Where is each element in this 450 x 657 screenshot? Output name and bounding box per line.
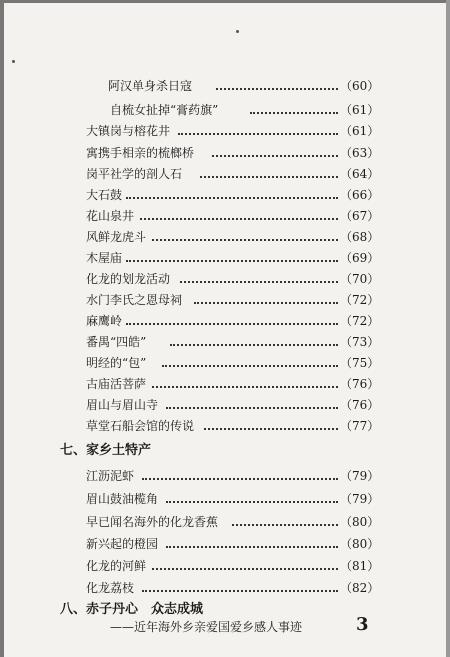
toc-entry-page: （76） [340, 398, 380, 412]
leader-dots [126, 322, 338, 325]
toc-entry [0, 577, 450, 599]
leader-dots [212, 154, 338, 157]
toc-entry [0, 394, 450, 416]
leader-dots [204, 427, 338, 430]
toc-entry [0, 373, 450, 395]
toc-entry-title: 眉山鼓油榄角 [86, 492, 159, 506]
toc-entry [0, 205, 450, 227]
toc-entry-page: （67） [340, 209, 380, 223]
toc-entry-title: 眉山与眉山寺 [86, 398, 159, 412]
toc-entry [0, 352, 450, 374]
toc-entry-page: （66） [340, 188, 380, 202]
leader-dots [200, 175, 338, 178]
toc-entry-title: 大石鼓 [86, 188, 123, 202]
leader-dots [126, 259, 338, 262]
toc-entry-title: 木屋庙 [86, 251, 123, 265]
toc-entry [0, 226, 450, 248]
toc-entry [0, 555, 450, 577]
toc-entry-page: （80） [340, 515, 380, 529]
leader-dots [170, 343, 338, 346]
leader-dots [152, 385, 338, 388]
toc-entry [0, 465, 450, 487]
toc-entry-title: 花山泉井 [86, 209, 135, 223]
page-number: 3 [356, 614, 369, 635]
leader-dots [166, 500, 338, 503]
toc-entry-title: 寓携手相亲的梳榔桥 [86, 146, 195, 160]
toc-entry-page: （68） [340, 230, 380, 244]
toc-entry [0, 488, 450, 510]
section-heading: 八、赤子丹心 众志成城 [60, 602, 204, 617]
toc-entry [0, 511, 450, 533]
leader-dots [140, 217, 338, 220]
toc-entry-page: （61） [340, 124, 380, 138]
toc-entry [0, 163, 450, 185]
toc-entry-title: 早已闻名海外的化龙香蕉 [86, 515, 219, 529]
toc-entry-page: （76） [340, 377, 380, 391]
toc-entry-page: （61） [340, 103, 380, 117]
toc-entry [0, 142, 450, 164]
toc-entry-title: 自梳女扯掉“膏药旗” [110, 103, 219, 117]
leader-dots [232, 523, 338, 526]
toc-entry-title: 江沥泥虾 [86, 469, 135, 483]
leader-dots [152, 238, 338, 241]
toc-entry [0, 120, 450, 142]
toc-entry-page: （81） [340, 559, 380, 573]
toc-entry-title: 草堂石船会馆的传说 [86, 419, 195, 433]
toc-entry [0, 75, 450, 97]
toc-entry-page: （69） [340, 251, 380, 265]
toc-entry-title: 明经的“包” [86, 356, 147, 370]
toc-entry-title: 新兴起的橙园 [86, 537, 159, 551]
toc-entry [0, 310, 450, 332]
toc-entry [0, 184, 450, 206]
toc-entry-page: （79） [340, 492, 380, 506]
toc-entry-page: （72） [340, 314, 380, 328]
toc-entry-page: （70） [340, 272, 380, 286]
toc-entry-page: （80） [340, 537, 380, 551]
toc-entry-title: 岗平社学的剖人石 [86, 167, 183, 181]
leader-dots [142, 589, 338, 592]
leader-dots [126, 196, 338, 199]
leader-dots [162, 364, 338, 367]
toc-entry-title: 水门李氏之恩母祠 [86, 293, 183, 307]
toc-entry-title: 化龙的划龙活动 [86, 272, 171, 286]
toc-entry [0, 415, 450, 437]
toc-entry-title: 化龙荔枝 [86, 581, 135, 595]
leader-dots [142, 477, 338, 480]
scan-speck [236, 30, 239, 33]
toc-entry-page: （73） [340, 335, 380, 349]
toc-entry-title: 番禺“四皓” [86, 335, 147, 349]
toc-entry-page: （82） [340, 581, 380, 595]
leader-dots [178, 132, 338, 135]
toc-entry [0, 533, 450, 555]
scan-speck [12, 60, 15, 63]
toc-entry-title: 古庙活菩萨 [86, 377, 147, 391]
toc-entry [0, 331, 450, 353]
toc-entry [0, 247, 450, 269]
leader-dots [166, 545, 338, 548]
toc-entry [0, 268, 450, 290]
leader-dots [180, 280, 338, 283]
toc-entry-page: （75） [340, 356, 380, 370]
toc-entry [0, 289, 450, 311]
leader-dots [166, 406, 338, 409]
scan-edge-top [0, 0, 450, 3]
leader-dots [250, 111, 338, 114]
section-subtitle: ——近年海外乡亲爱国爱乡感人事迹 [110, 620, 303, 634]
toc-entry-title: 阿汉单身杀日寇 [108, 79, 193, 93]
toc-entry-title: 风鲜龙虎斗 [86, 230, 147, 244]
leader-dots [152, 567, 338, 570]
toc-entry [0, 99, 450, 121]
section-heading: 七、家乡土特产 [60, 443, 152, 458]
toc-entry-page: （64） [340, 167, 380, 181]
leader-dots [216, 87, 338, 90]
toc-entry-page: （60） [340, 79, 380, 93]
leader-dots [194, 301, 338, 304]
toc-entry-title: 大镇岗与榕花井 [86, 124, 171, 138]
toc-entry-title: 麻鹰岭 [86, 314, 123, 328]
toc-entry-page: （72） [340, 293, 380, 307]
toc-entry-title: 化龙的河鲜 [86, 559, 147, 573]
toc-entry-page: （77） [340, 419, 380, 433]
toc-entry-page: （63） [340, 146, 380, 160]
toc-entry-page: （79） [340, 469, 380, 483]
